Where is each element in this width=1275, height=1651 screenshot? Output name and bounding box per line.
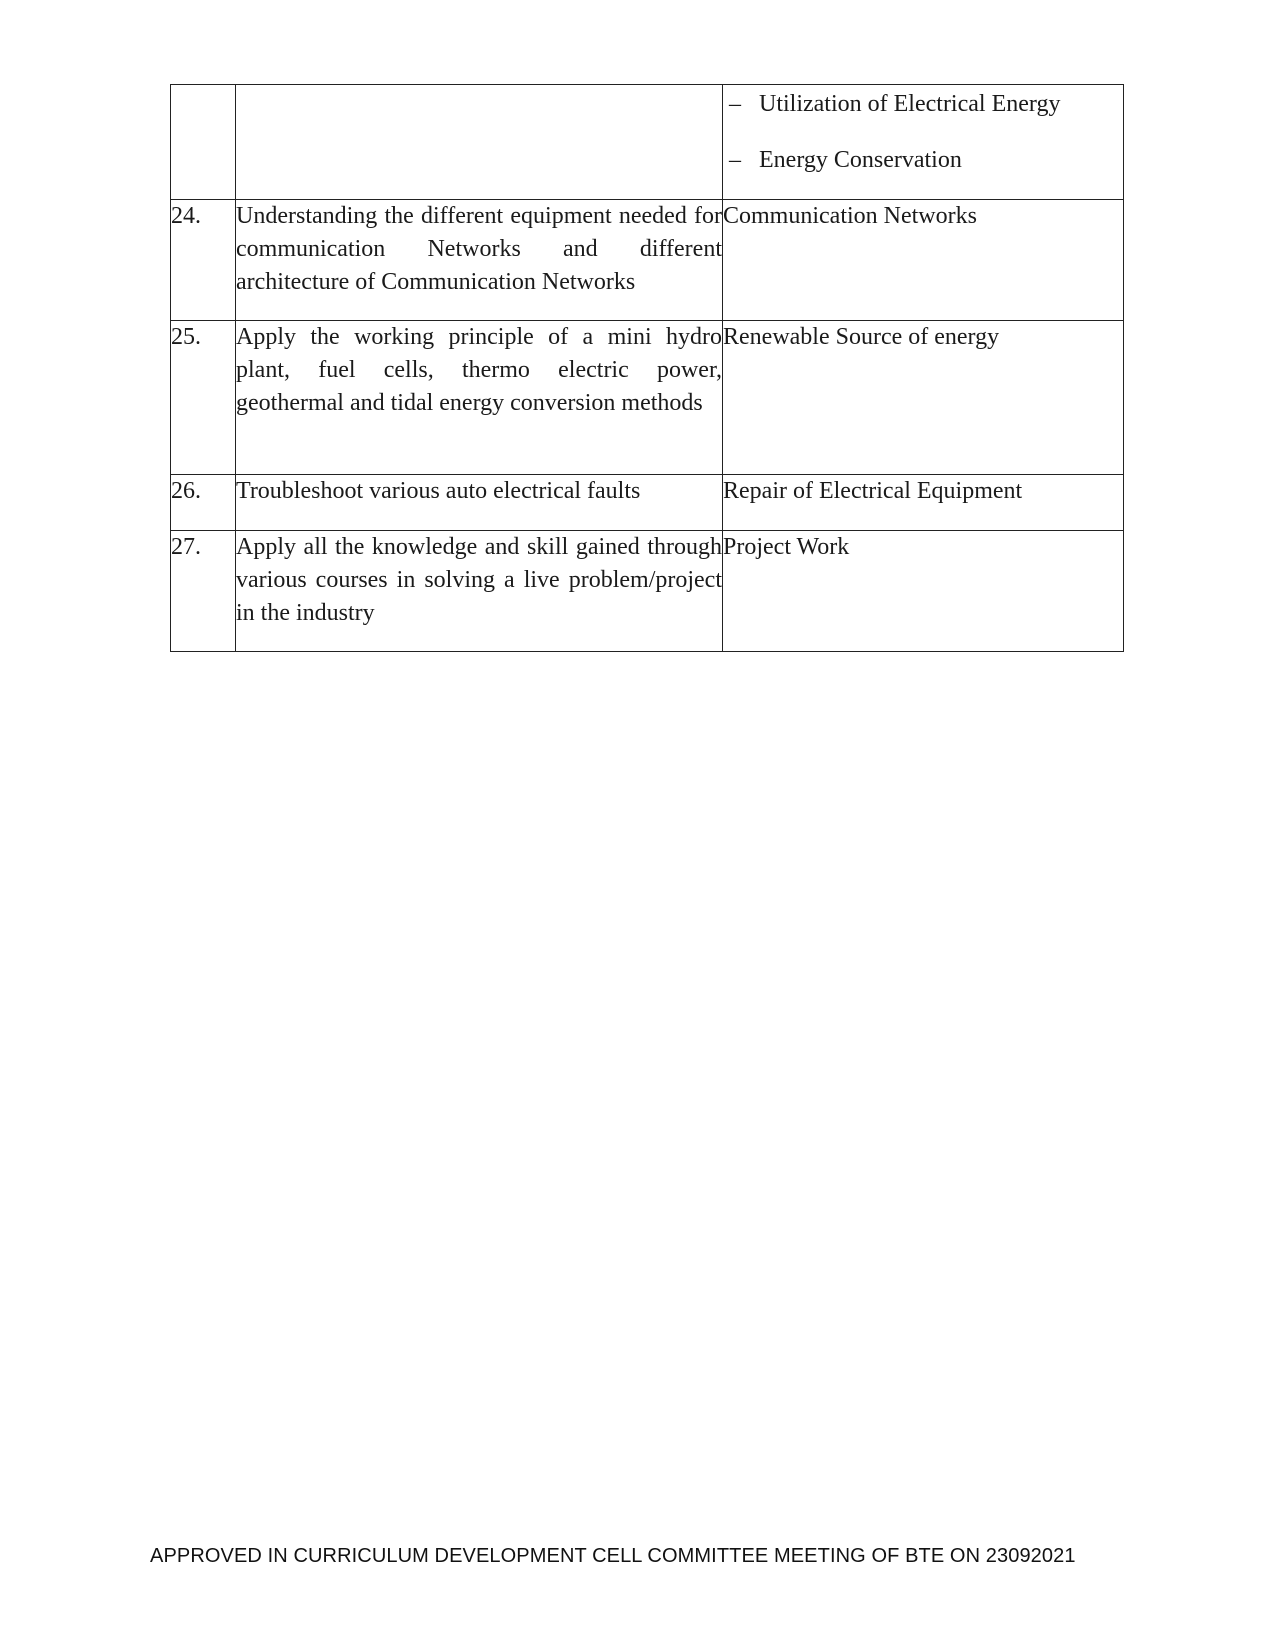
table-row-continuation xyxy=(171,85,1124,200)
outcome-cell xyxy=(236,85,723,200)
course-cell: Renewable Source of energy xyxy=(723,321,1124,475)
approval-footer: APPROVED IN CURRICULUM DEVELOPMENT CELL COMMITTEE MEETING OF BTE ON 23092021 xyxy=(150,1545,1076,1567)
course-list xyxy=(723,88,1123,177)
course-cell: Project Work xyxy=(723,531,1124,652)
course-list-item: – Utilization of Electrical Energy xyxy=(729,88,1123,121)
outcome-cell: Apply the working principle of a mini hydro plant, fuel cells, thermo electric power, geothermal and tidal energy conversion methods xyxy=(236,321,723,475)
table-row xyxy=(171,475,1124,531)
row-number-cell xyxy=(171,85,236,200)
outcome-cell: Troubleshoot various auto electrical faults xyxy=(236,475,723,531)
course-list-item: – Energy Conservation xyxy=(729,144,1123,177)
outcome-cell: Apply all the knowledge and skill gained through various courses in solving a live problem/project in the industry xyxy=(236,531,723,652)
row-number-cell: 27. xyxy=(171,531,236,652)
table-row xyxy=(171,200,1124,321)
row-number-cell: 25. xyxy=(171,321,236,475)
table-row xyxy=(171,531,1124,652)
course-cell: Repair of Electrical Equipment xyxy=(723,475,1124,531)
table-row xyxy=(171,321,1124,475)
outcome-cell: Understanding the different equipment needed for communication Networks and different architecture of Communication Networks xyxy=(236,200,723,321)
course-outcome-table xyxy=(170,84,1124,652)
course-cell: Communication Networks xyxy=(723,200,1124,321)
row-number-cell: 24. xyxy=(171,200,236,321)
row-number-cell: 26. xyxy=(171,475,236,531)
course-cell xyxy=(723,85,1124,200)
